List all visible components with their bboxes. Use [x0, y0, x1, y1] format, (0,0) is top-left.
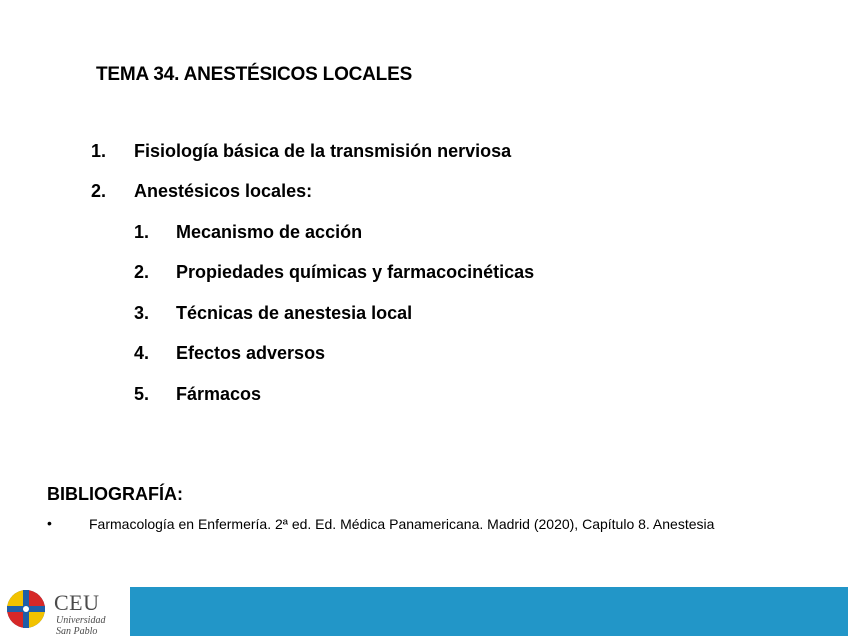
- outline-item-text: Fisiología básica de la transmisión nerviosa: [134, 141, 512, 161]
- bibliography-entry: Farmacología en Enfermería. 2ª ed. Ed. Médica Panamericana. Madrid (2020), Capítulo 8. Anestesia: [89, 516, 715, 532]
- footer-bar: [130, 587, 848, 636]
- suboutline-item-number: 2.: [134, 262, 150, 282]
- suboutline-item-number: 1.: [134, 222, 150, 242]
- ceu-cross-logo-icon: [6, 589, 46, 629]
- outline-item-number: 1.: [91, 141, 107, 161]
- bibliography-heading: BIBLIOGRAFÍA:: [47, 484, 183, 504]
- suboutline-item-number: 4.: [134, 343, 150, 363]
- suboutline-item-text: Mecanismo de acción: [176, 222, 363, 242]
- bullet-icon: •: [47, 515, 52, 531]
- slide-title: TEMA 34. ANESTÉSICOS LOCALES: [96, 64, 413, 85]
- outline-item-text: Anestésicos locales:: [134, 181, 313, 201]
- suboutline-item-text: Técnicas de anestesia local: [176, 303, 413, 323]
- suboutline-item-text: Fármacos: [176, 384, 262, 404]
- suboutline-item-number: 3.: [134, 303, 150, 323]
- suboutline-item-text: Propiedades químicas y farmacocinéticas: [176, 262, 535, 282]
- logo-subtitle-line-1: Universidad: [56, 615, 106, 626]
- outline-item-number: 2.: [91, 181, 107, 201]
- suboutline-item-number: 5.: [134, 384, 150, 404]
- suboutline-item-text: Efectos adversos: [176, 343, 326, 363]
- logo-subtitle-line-2: San Pablo: [56, 626, 98, 636]
- logo-wordmark: CEU: [54, 590, 100, 615]
